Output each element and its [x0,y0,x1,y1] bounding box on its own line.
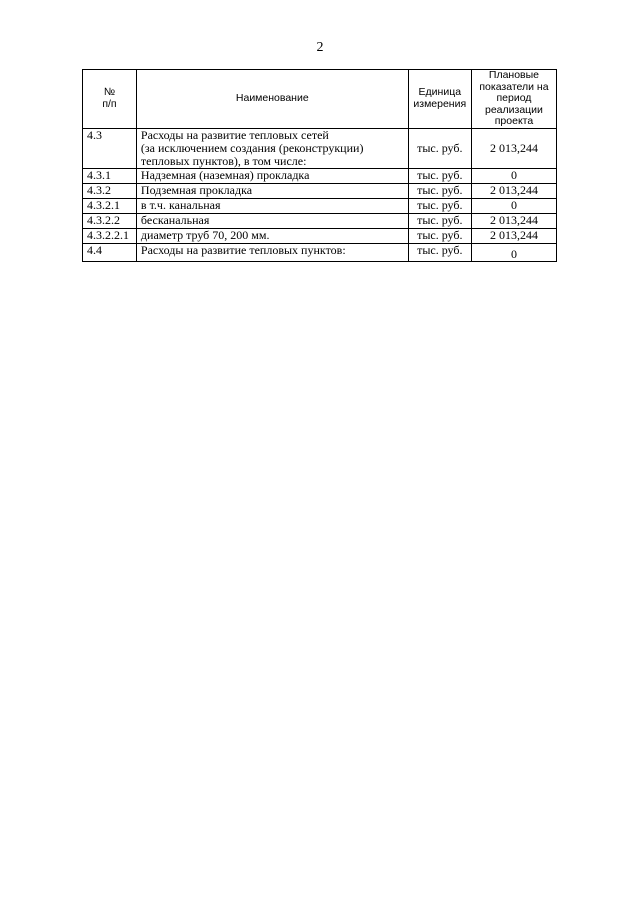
cell-name: диаметр труб 70, 200 мм. [136,228,408,243]
cell-name: бесканальная [136,213,408,228]
header-unit-label: Единица измерения [413,86,467,110]
cell-name: Надземная (наземная) прокладка [136,168,408,183]
cell-unit: тыс. руб. [408,228,471,243]
cell-unit: тыс. руб. [408,213,471,228]
cell-name-line: Расходы на развитие тепловых сетей [140,127,329,142]
cell-unit: тыс. руб. [408,183,471,198]
cell-unit: тыс. руб. [408,243,471,261]
table-row [83,183,557,198]
cell-value: 0 [471,168,556,183]
planned-indicators-table [82,69,557,262]
table-header-row [83,70,557,129]
cell-name: Расходы на развитие тепловых пунктов: [136,243,408,261]
header-num-label: № п/п [102,86,117,110]
cell-num: 4.3.2.2 [83,213,137,228]
cell-name-line: тепловых пунктов), в том числе: [140,153,307,168]
header-name [136,70,408,129]
cell-unit: тыс. руб. [408,128,471,168]
table-row [83,128,557,168]
cell-name: Подземная прокладка [136,183,408,198]
table-row [83,198,557,213]
cell-num: 4.4 [83,243,137,261]
cell-value: 0 [471,198,556,213]
cell-value: 2 013,244 [471,183,556,198]
cell-name-line: (за исключением создания (реконструкции) [140,140,364,155]
header-value-label: Плановые показатели на период реализации проекта [479,69,549,127]
table-row [83,213,557,228]
cell-num: 4.3.2 [83,183,137,198]
cell-num: 4.3.2.1 [83,198,137,213]
page-number: 2 [316,40,324,55]
cell-value: 0 [471,243,556,261]
cell-name [136,128,408,168]
cell-num: 4.3.1 [83,168,137,183]
cell-value: 2 013,244 [471,228,556,243]
cell-num: 4.3 [83,128,137,168]
table-row [83,228,557,243]
cell-unit: тыс. руб. [408,168,471,183]
table-row [83,243,557,261]
header-unit [408,70,471,129]
cell-num: 4.3.2.2.1 [83,228,137,243]
header-num [83,70,137,129]
cell-value: 2 013,244 [471,213,556,228]
cell-name: в т.ч. канальная [136,198,408,213]
cell-unit: тыс. руб. [408,198,471,213]
cell-value: 2 013,244 [471,128,556,168]
header-name-label: Наименование [235,92,309,104]
header-value [471,70,556,129]
table-row [83,168,557,183]
